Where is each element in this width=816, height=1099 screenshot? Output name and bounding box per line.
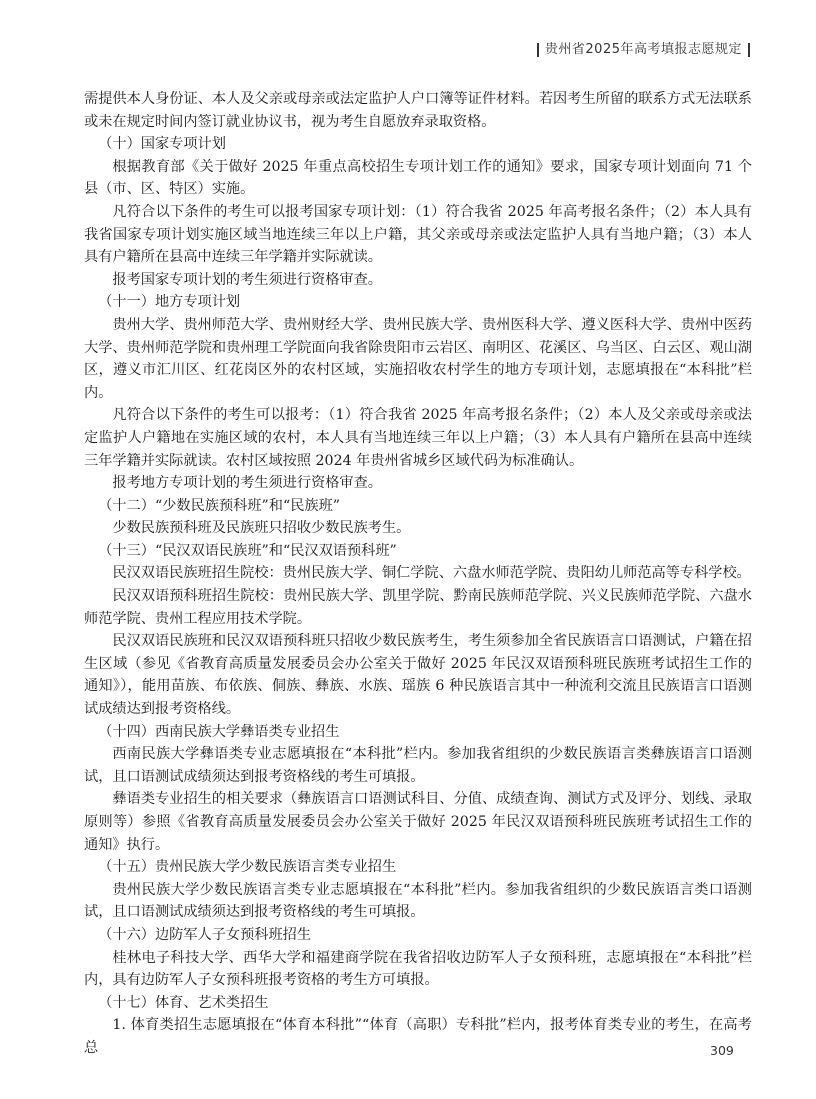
- paragraph: 民汉双语民族班和民汉双语预科班只招收少数民族考生，考生须参加全省民族语言口语测试，户籍在招生区域（参见《省教育高质量发展委员会办公室关于做好 2025 年民汉双语预科班民族班考试招生工作的通知》），能用苗族、布依族、侗族、彝族、水族、瑶族 6 种民族语言其中一种流利交流且民族语言口语测试成绩达到报考资格线。: [84, 633, 752, 718]
- paragraph: 1. 体育类招生志愿填报在“体育本科批”“体育（高职）专科批”栏内，报考体育类专业的考生，在高考总: [84, 1017, 752, 1056]
- paragraph: 贵州民族大学少数民族语言类专业志愿填报在“本科批”栏内。参加我省组织的少数民族语言类口语测试，且口语测试成绩须达到报考资格线的考生可填报。: [84, 881, 752, 921]
- section-heading: （十六）边防军人子女预科班招生: [98, 926, 312, 943]
- page-body: [84, 88, 752, 1060]
- paragraph: 凡符合以下条件的考生可以报考国家专项计划：（1）符合我省 2025 年高考报名条件；（2）本人具有我省国家专项计划实施区域当地连续三年以上户籍，其父亲或母亲或法定监护人具有当地户籍；（3）本人具有户籍所在县高中连续三年学籍并实际就读。: [84, 203, 752, 266]
- paragraph: 报考国家专项计划的考生须进行资格审查。: [112, 271, 382, 288]
- header-divider-left: [537, 43, 539, 57]
- section-heading: （十五）贵州民族大学少数民族语言类专业招生: [98, 859, 397, 876]
- paragraph: 民汉双语预科班招生院校：贵州民族大学、凯里学院、黔南民族师范学院、兴义民族师范学院、六盘水师范学院、贵州工程应用技术学院。: [84, 588, 752, 627]
- section-heading: （十七）体育、艺术类招生: [98, 994, 269, 1011]
- section-heading: （十一）地方专项计划: [98, 294, 241, 311]
- paragraph: 桂林电子科技大学、西华大学和福建商学院在我省招收边防军人子女预科班，志愿填报在“本科批”栏内，具有边防军人子女预科班报考资格的考生方可填报。: [84, 949, 752, 989]
- paragraph: 少数民族预科班及民族班只招收少数民族考生。: [112, 520, 411, 537]
- paragraph: 西南民族大学彝语类专业志愿填报在“本科批”栏内。参加我省组织的少数民族语言类彝族语言口语测试，且口语测试成绩须达到报考资格线的考生可填报。: [84, 746, 752, 785]
- page-number: 309: [710, 1043, 734, 1058]
- paragraph: 需提供本人身份证、本人及父亲或母亲或法定监护人户口簿等证件材料。若因考生所留的联系方式无法联系或未在规定时间内签订就业协议书，视为考生自愿放弃录取资格。: [84, 91, 752, 130]
- section-heading: （十）国家专项计划: [98, 136, 226, 153]
- paragraph: 根据教育部《关于做好 2025 年重点高校招生专项计划工作的通知》要求，国家专项计划面向 71 个县（市、区、特区）实施。: [84, 158, 752, 198]
- paragraph: 凡符合以下条件的考生可以报考：（1）符合我省 2025 年高考报名条件；（2）本人及父亲或母亲或法定监护人户籍地在实施区域的农村，本人具有当地连续三年以上户籍；（3）本人具有户籍所在县高中连续三年学籍并实际就读。农村区域按照 2024 年贵州省城乡区域代码为标准确认。: [84, 407, 752, 469]
- section-heading: （十三）“民汉双语民族班”和“民汉双语预科班”: [98, 542, 397, 559]
- running-header: [531, 38, 756, 57]
- section-heading: （十二）“少数民族预科班”和“民族班”: [98, 497, 341, 514]
- paragraph: 民汉双语民族班招生院校：贵州民族大学、铜仁学院、六盘水师范学院、贵阳幼儿师范高等专科学校。: [112, 565, 751, 582]
- paragraph: 彝语类专业招生的相关要求（彝族语言口语测试科目、分值、成绩查询、测试方式及评分、划线、录取原则等）参照《省教育高质量发展委员会办公室关于做好 2025 年民汉双语预科班民族班考试招生工作的通知》执行。: [84, 791, 752, 853]
- section-heading: （十四）西南民族大学彝语类专业招生: [98, 723, 340, 740]
- paragraph: 报考地方专项计划的考生须进行资格审查。: [112, 475, 382, 492]
- paragraph: 贵州大学、贵州师范大学、贵州财经大学、贵州民族大学、贵州医科大学、遵义医科大学、贵州中医药大学、贵州师范学院和贵州理工学院面向我省除贵阳市云岩区、南明区、花溪区、乌当区、白云区、观山湖区，遵义市汇川区、红花岗区外的农村区域，实施招收农村学生的地方专项计划，志愿填报在“本科批”栏内。: [84, 316, 752, 401]
- header-divider-right: [748, 43, 750, 57]
- header-title: 贵州省2025年高考填报志愿规定: [544, 42, 742, 57]
